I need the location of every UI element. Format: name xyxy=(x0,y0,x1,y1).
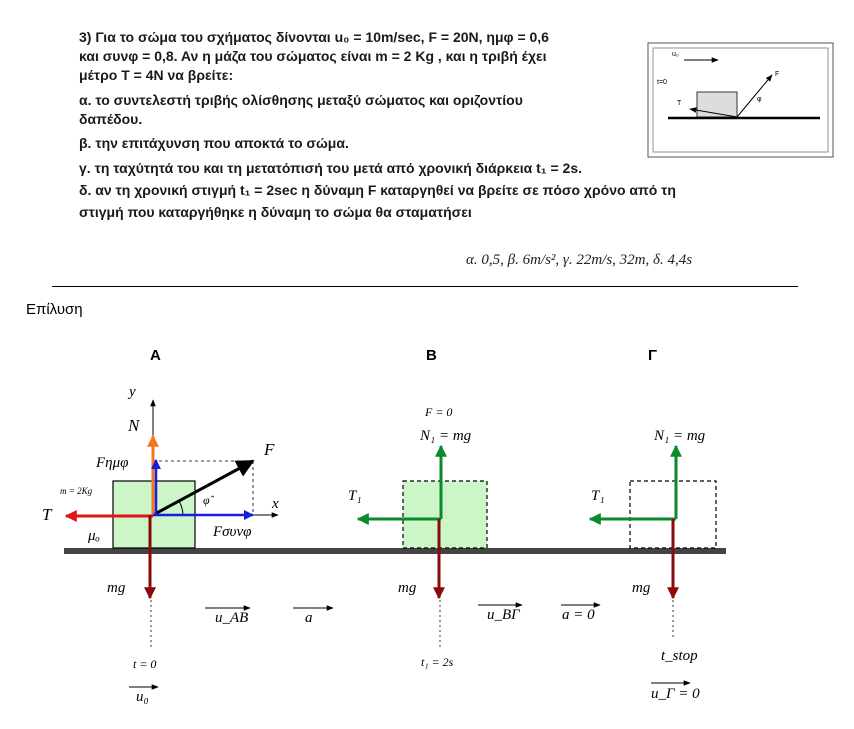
problem-line-5: δαπέδου. xyxy=(79,111,143,127)
t-label: T xyxy=(42,505,52,524)
answers: α. 0,5, β. 6m/s², γ. 22m/s, 32m, δ. 4,4s xyxy=(466,252,693,268)
t1-label-b: T₁ xyxy=(348,488,362,504)
n-label: N xyxy=(128,416,140,435)
a-zero-label: a = 0 xyxy=(562,607,595,623)
mini-t-label: T xyxy=(677,100,682,107)
problem-line-3: μέτρο T = 4N να βρείτε: xyxy=(79,67,234,83)
ug-label: u_Γ = 0 xyxy=(651,686,700,702)
f-sin-label: Fημφ xyxy=(96,455,129,471)
solution-title: Επίλυση xyxy=(26,301,83,318)
mini-phi-label: φ xyxy=(757,96,762,103)
ground-line xyxy=(64,548,726,554)
panel-g-header: Γ xyxy=(648,347,658,364)
mini-f-arrow xyxy=(737,75,772,117)
problem-line-2: και συνφ = 0,8. Αν η μάζα του σώματος είναι m = 2 Kg , και η τριβή έχει xyxy=(79,48,547,64)
mini-t0-label: t=0 xyxy=(657,79,667,86)
t0-label: t = 0 xyxy=(133,657,157,671)
u0-label: u₀ xyxy=(136,689,149,705)
problem-line-6: β. την επιτάχυνση που αποκτά το σώμα. xyxy=(79,135,349,151)
problem-line-8: δ. αν τη χρονική στιγμή t₁ = 2sec η δύναμη F καταργηθεί να βρείτε σε πόσο χρόνο από τη xyxy=(79,182,676,198)
f-zero-label: F = 0 xyxy=(425,405,453,419)
n1-label-g: N₁ = mg xyxy=(654,428,706,444)
block-b xyxy=(403,481,487,548)
problem-line-1: 3) Για το σώμα του σχήματος δίνονται u₀ = 10m/sec, F = 20N, ημφ = 0,6 xyxy=(79,29,549,45)
ubg-label: u_ΒΓ xyxy=(487,607,520,623)
f-label: F xyxy=(264,440,275,459)
problem-line-4: α. το συντελεστή τριβής ολίσθησης μεταξύ σώματος και οριζοντίου xyxy=(79,92,523,108)
n1-label-b: N₁ = mg xyxy=(420,428,472,444)
mini-f-label: F xyxy=(775,71,780,78)
mg-label-g: mg xyxy=(632,580,651,596)
f-cos-label: Fσυνφ xyxy=(213,524,252,540)
y-axis-label: y xyxy=(129,384,136,400)
mg-label-a: mg xyxy=(107,580,126,596)
problem-line-9: στιγμή που καταργήθηκε η δύναμη το σώμα θα σταματήσει xyxy=(79,204,472,220)
mass-label: m = 2Kg xyxy=(60,486,93,496)
mu-label: μₒ xyxy=(88,528,100,544)
t1-label-g: T₁ xyxy=(591,488,605,504)
panel-b-header: Β xyxy=(426,347,437,364)
problem-line-7: γ. τη ταχύτητά του και τη μετατόπισή του μετά από χρονική διάρκεια t₁ = 2s. xyxy=(79,160,582,176)
panel-b xyxy=(358,446,487,648)
acc-label: a xyxy=(305,610,313,626)
mini-u0-label: u₀ xyxy=(672,51,679,58)
uab-label: u_AB xyxy=(215,610,249,626)
t1-time-label: t₁ = 2s xyxy=(421,655,454,669)
tstop-label: t_stop xyxy=(661,648,698,664)
x-axis-label: x xyxy=(272,496,279,512)
panel-a-header: Α xyxy=(150,347,161,364)
mini-figure xyxy=(648,43,833,157)
phi-label: φ̂ xyxy=(203,493,210,507)
mg-label-b: mg xyxy=(398,580,417,596)
